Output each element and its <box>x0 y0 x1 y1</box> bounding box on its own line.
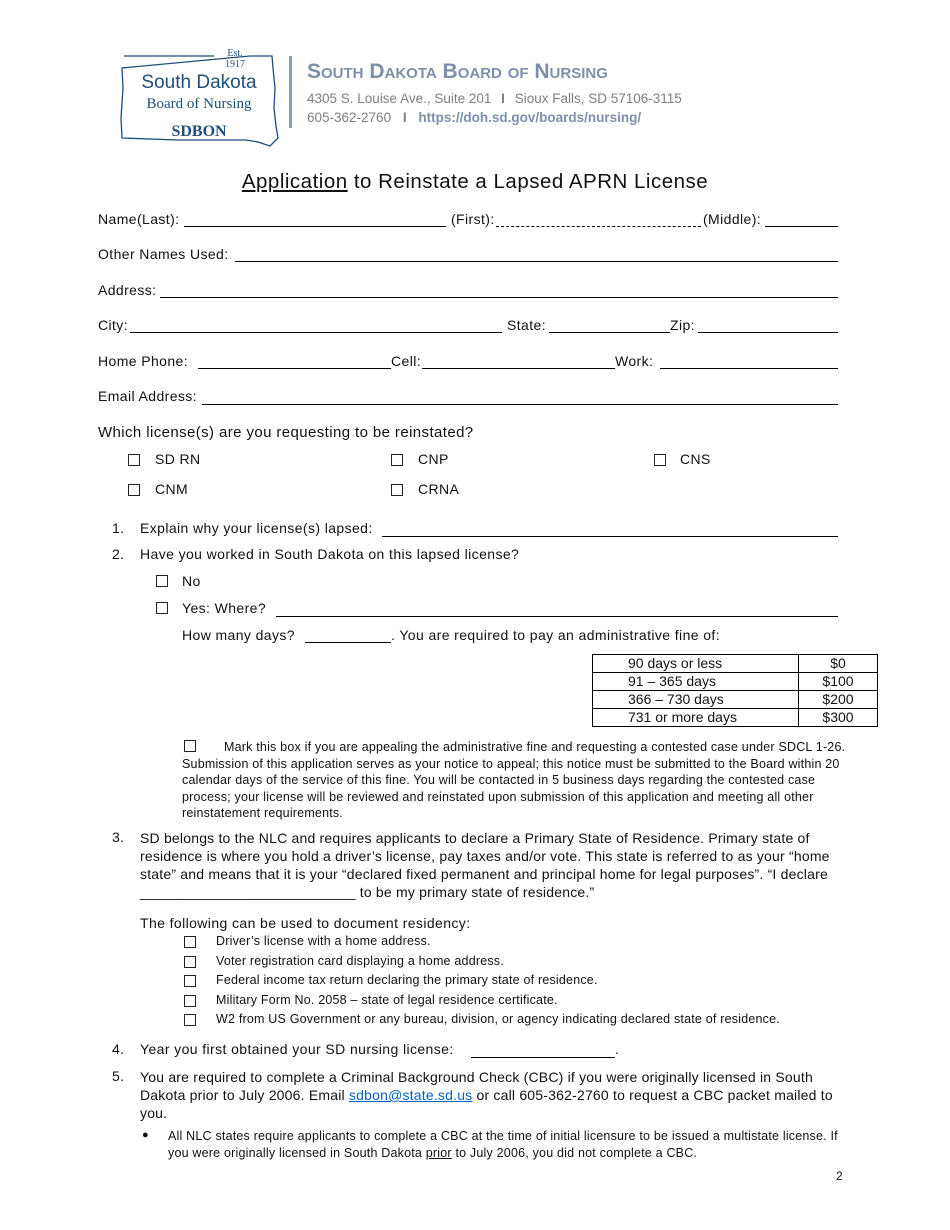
fine-days: 91 – 365 days <box>593 673 799 691</box>
middle-name-label: (Middle): <box>703 211 762 227</box>
address-field[interactable] <box>160 297 838 298</box>
email-field[interactable] <box>202 404 838 405</box>
zip-label: Zip: <box>670 317 695 333</box>
separator: I <box>402 110 407 125</box>
city-label: City: <box>98 317 128 333</box>
q3-text: SD belongs to the NLC and requires applicants to declare a Primary State of Residence. Primary state of residence is where you hold a driver’s license, pay taxes and/or vote. This state is referred to as your “home state” and means that it is your “declared fixed permanent and principal home for legal purposes”. “I declare <box>140 830 830 882</box>
q5-bullet-a: All NLC states require applicants to complete a CBC at the time of initial licensure to be issued a multistate license. If you were originally licensed in South Dakota <box>168 1129 838 1160</box>
q1-text: Explain why your license(s) lapsed: <box>140 520 373 536</box>
license-cnm-label: CNM <box>155 481 189 497</box>
residency-doc-checkbox[interactable] <box>184 975 196 987</box>
fine-amount: $200 <box>799 691 878 709</box>
address-label: Address: <box>98 282 157 298</box>
q2-where-field[interactable] <box>276 616 838 617</box>
first-name-field[interactable] <box>496 226 701 227</box>
work-label: Work: <box>615 353 654 369</box>
bullet-icon: ● <box>142 1129 149 1141</box>
fine-days: 90 days or less <box>593 655 799 673</box>
fine-amount: $100 <box>799 673 878 691</box>
header-divider <box>289 56 292 128</box>
page-number: 2 <box>836 1169 843 1183</box>
sdbon-logo <box>118 48 280 152</box>
logo-est: Est. 1917 <box>225 48 245 70</box>
home-phone-field[interactable] <box>198 368 391 369</box>
residency-doc-checkbox[interactable] <box>184 995 196 1007</box>
license-cnm-checkbox[interactable] <box>128 484 140 496</box>
residency-doc-label: W2 from US Government or any bureau, division, or agency indicating declared state of residence. <box>216 1012 780 1026</box>
fine-row <box>593 709 878 727</box>
q4-year-field[interactable] <box>471 1057 615 1058</box>
q1-number: 1. <box>112 520 125 536</box>
q4-text: Year you first obtained your SD nursing license: <box>140 1041 454 1057</box>
license-cnp-checkbox[interactable] <box>391 454 403 466</box>
q3-paragraph <box>140 829 840 901</box>
logo-line1: South Dakota <box>141 72 257 93</box>
org-url-link[interactable]: https://doh.sd.gov/boards/nursing/ <box>418 110 642 125</box>
cell-field[interactable] <box>422 368 615 369</box>
fine-amount: $300 <box>799 709 878 727</box>
q4-end: . <box>615 1041 620 1057</box>
form-title <box>0 170 950 194</box>
other-names-label: Other Names Used: <box>98 246 229 262</box>
email-label: Email Address: <box>98 388 197 404</box>
license-question: Which license(s) are you requesting to be reinstated? <box>98 424 474 441</box>
q2-no-checkbox[interactable] <box>156 575 168 587</box>
residency-docs-intro: The following can be used to document residency: <box>140 915 471 931</box>
title-underlined: Application <box>241 170 348 193</box>
residency-doc-label: Driver’s license with a home address. <box>216 934 431 948</box>
q2-fine-text: . You are required to pay an administrative fine of: <box>391 627 720 643</box>
org-name: South Dakota Board of Nursing <box>307 60 608 83</box>
license-sd-rn-label: SD RN <box>155 451 201 467</box>
org-street: 4305 S. Louise Ave., Suite 201 <box>307 91 492 106</box>
fine-row <box>593 655 878 673</box>
fine-amount: $0 <box>799 655 878 673</box>
license-cns-label: CNS <box>680 451 711 467</box>
q3-text-end: to be my primary state of residence.” <box>355 884 595 900</box>
q5-bullet <box>168 1128 840 1161</box>
q2-no-label: No <box>182 573 201 589</box>
org-city: Sioux Falls, SD 57106-3115 <box>514 91 682 106</box>
license-sd-rn-checkbox[interactable] <box>128 454 140 466</box>
q2-number: 2. <box>112 546 125 562</box>
q4-number: 4. <box>112 1041 125 1057</box>
org-address-line <box>307 91 682 106</box>
license-crna-label: CRNA <box>418 481 460 497</box>
org-phone: 605-362-2760 <box>307 110 392 125</box>
appeal-text <box>182 739 850 822</box>
license-crna-checkbox[interactable] <box>391 484 403 496</box>
q1-answer-field[interactable] <box>382 536 838 537</box>
q5-text-a: You are required to complete a Criminal Background Check (CBC) if you were originally licensed in South Dakota prior to July 2006. Email <box>140 1069 813 1103</box>
state-field[interactable] <box>549 332 670 333</box>
city-field[interactable] <box>130 332 502 333</box>
q2-days-field[interactable] <box>305 642 391 643</box>
zip-field[interactable] <box>698 332 838 333</box>
q5-bullet-prior: prior <box>425 1145 452 1160</box>
residency-doc-checkbox[interactable] <box>184 936 196 948</box>
cbc-email-link[interactable]: sdbon@state.sd.us <box>348 1087 473 1103</box>
appeal-text-content: Mark this box if you are appealing the administrative fine and requesting a contested case under SDCL 1-26. Submission of this application serves as your notice to appeal; this notice must be submitted to the Board within 20 calendar days of the service of this fine. You will be contacted in 5 business days regarding the contested case process; your license will be reviewed and reinstated upon submission of this application and meeting all other reinstatement requirements. <box>182 740 846 820</box>
org-contact-line <box>307 110 641 125</box>
fine-days: 731 or more days <box>593 709 799 727</box>
last-name-field[interactable] <box>184 226 446 227</box>
home-phone-label: Home Phone: <box>98 353 189 369</box>
license-cns-checkbox[interactable] <box>654 454 666 466</box>
fine-days: 366 – 730 days <box>593 691 799 709</box>
logo-abbr: SDBON <box>171 123 227 140</box>
q5-bullet-b: to July 2006, you did not complete a CBC. <box>451 1145 698 1160</box>
q2-yes-checkbox[interactable] <box>156 602 168 614</box>
residency-doc-label: Military Form No. 2058 – state of legal residence certificate. <box>216 992 558 1007</box>
q2-days-label: How many days? <box>182 627 295 643</box>
fine-row <box>593 691 878 709</box>
separator: I <box>501 91 505 106</box>
residency-doc-label: Federal income tax return declaring the primary state of residence. <box>216 973 598 987</box>
license-cnp-label: CNP <box>418 451 449 467</box>
q3-number: 3. <box>112 829 125 845</box>
residency-doc-checkbox[interactable] <box>184 1014 196 1026</box>
q3-state-blank[interactable]: ___________________________ <box>140 884 356 900</box>
last-name-label: Name(Last): <box>98 211 180 227</box>
other-names-field[interactable] <box>235 261 838 262</box>
fine-table <box>592 654 878 727</box>
state-label: State: <box>507 317 546 333</box>
cell-label: Cell: <box>391 353 422 369</box>
residency-doc-checkbox[interactable] <box>184 956 196 968</box>
q5-text-b: or call 605-362-2760 to request a CBC packet mailed to you. <box>140 1087 833 1121</box>
q2-yes-label: Yes: Where? <box>182 600 267 616</box>
q5-paragraph <box>140 1068 840 1122</box>
first-name-label: (First): <box>451 211 495 227</box>
q5-number: 5. <box>112 1068 125 1084</box>
work-field[interactable] <box>660 368 838 369</box>
residency-doc-label: Voter registration card displaying a home address. <box>216 953 504 968</box>
fine-row <box>593 673 878 691</box>
logo-line2: Board of Nursing <box>146 96 252 112</box>
middle-name-field[interactable] <box>765 226 838 227</box>
q2-text: Have you worked in South Dakota on this lapsed license? <box>140 546 520 562</box>
title-rest: to Reinstate a Lapsed APRN License <box>347 170 709 193</box>
